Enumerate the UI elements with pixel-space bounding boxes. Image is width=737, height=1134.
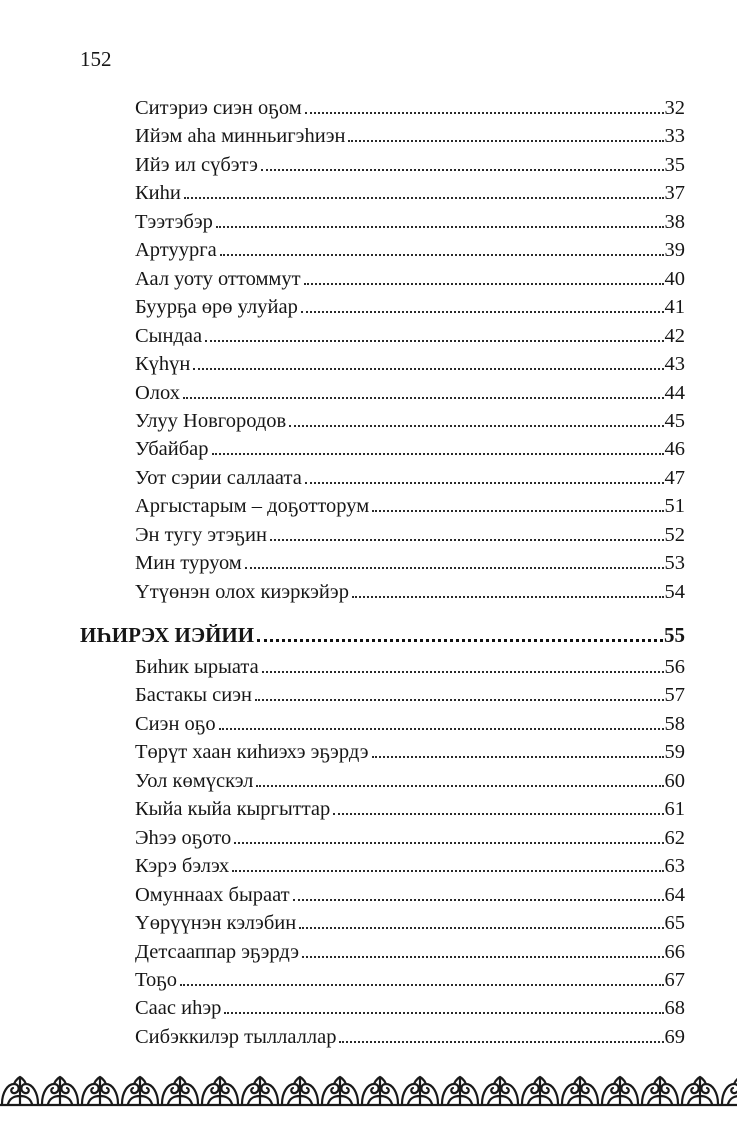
ornament-motif (520, 1077, 560, 1105)
dot-leader (305, 112, 664, 114)
toc-entry (135, 738, 685, 766)
toc-entry (135, 521, 685, 549)
toc-entry (135, 767, 685, 795)
toc-entry (135, 852, 685, 880)
toc-entry-page: 53 (664, 552, 685, 574)
ornament-motif (440, 1077, 480, 1105)
ornament-motif (400, 1077, 440, 1105)
dot-leader (333, 813, 663, 815)
decorative-border-icon (0, 1074, 737, 1108)
toc-entry-title: Сибэккилэр тыллаллар (135, 1026, 337, 1048)
toc-entry-page: 43 (664, 353, 685, 375)
toc-entry-title: Детсааппар эҕэрдэ (135, 941, 300, 963)
toc-entry-title: Үөрүүнэн кэлэбин (135, 912, 297, 934)
toc-entry-title: Тээтэбэр (135, 211, 213, 233)
toc-entry (135, 795, 685, 823)
toc-entry (135, 681, 685, 709)
ornament-motif (560, 1077, 600, 1105)
dot-leader (193, 368, 663, 370)
dot-leader (212, 453, 664, 455)
dot-leader (262, 671, 664, 673)
ornament-motif (360, 1077, 400, 1105)
toc-entry-title: Киһи (135, 182, 181, 204)
toc-entry (135, 179, 685, 207)
toc-entry-title: Ийэ ил сүбэтэ (135, 154, 258, 176)
toc-entry (135, 1023, 685, 1051)
section-heading-page: 55 (664, 623, 685, 647)
toc-entry-title: Төрүт хаан киһиэхэ эҕэрдэ (135, 741, 369, 763)
toc-entry (135, 435, 685, 463)
toc-entry-page: 65 (664, 912, 685, 934)
toc-entry (135, 549, 685, 577)
toc-entry (135, 966, 685, 994)
toc-entry-title: Күһүн (135, 353, 191, 375)
toc-entry-page: 41 (664, 296, 685, 318)
toc-entry-page: 58 (664, 713, 685, 735)
dot-leader (183, 397, 663, 399)
toc-entry-page: 59 (664, 741, 685, 763)
dot-leader (352, 596, 664, 598)
section-heading-title: ИҺИРЭХ ИЭЙИИ (80, 623, 255, 647)
dot-leader (372, 510, 663, 512)
toc-entry-page: 42 (664, 325, 685, 347)
toc-entry-page: 62 (664, 827, 685, 849)
toc-entry (135, 578, 685, 606)
toc-entry-title: Биһик ырыата (135, 656, 259, 678)
toc-entry-page: 39 (664, 239, 685, 261)
section-heading-row (80, 621, 685, 649)
ornament-motif (320, 1077, 360, 1105)
toc-entry-title: Уол көмүскэл (135, 770, 254, 792)
toc-entry-title: Сындаа (135, 325, 203, 347)
dot-leader (234, 842, 663, 844)
toc-entry-page: 67 (664, 969, 685, 991)
toc-entry-page: 40 (664, 268, 685, 290)
ornament-motif (80, 1077, 120, 1105)
ornament-motif (120, 1077, 160, 1105)
toc-entry-title: Сиэн оҕо (135, 713, 216, 735)
dot-leader (257, 639, 663, 642)
toc-entry (135, 938, 685, 966)
toc-entry-page: 32 (664, 97, 685, 119)
toc-entry-page: 57 (664, 684, 685, 706)
toc-entry (135, 464, 685, 492)
toc-entry-title: Кэрэ бэлэх (135, 855, 230, 877)
ornament-motif (280, 1077, 320, 1105)
toc-entry-title: Ситэриэ сиэн оҕом (135, 97, 302, 119)
toc-entry (135, 265, 685, 293)
toc-entry (135, 824, 685, 852)
toc-entry-page: 47 (664, 467, 685, 489)
dot-leader (339, 1041, 663, 1043)
toc-entry (135, 322, 685, 350)
toc-entry (135, 236, 685, 264)
toc-entry-page: 45 (664, 410, 685, 432)
ornament-motif (640, 1077, 680, 1105)
dot-leader (224, 1012, 663, 1014)
toc-entry-page: 35 (664, 154, 685, 176)
toc-entry-page: 60 (664, 770, 685, 792)
ornament-motif (200, 1077, 240, 1105)
dot-leader (270, 539, 664, 541)
ornament-motif (720, 1077, 737, 1105)
dot-leader (372, 756, 664, 758)
dot-leader (184, 197, 664, 199)
toc-entry-page: 56 (664, 656, 685, 678)
toc-entry-title: Убайбар (135, 438, 209, 460)
toc-entry (135, 492, 685, 520)
toc-entry-title: Омуннаах быраат (135, 884, 290, 906)
toc-entry-title: Эһээ оҕото (135, 827, 232, 849)
dot-leader (256, 785, 663, 787)
toc-entry-page: 38 (664, 211, 685, 233)
toc-entry-page: 63 (664, 855, 685, 877)
ornament-motif (480, 1077, 520, 1105)
toc-entry-page: 54 (664, 581, 685, 603)
toc-entry (135, 710, 685, 738)
dot-leader (305, 482, 664, 484)
toc-entry-page: 33 (664, 125, 685, 147)
toc-entry-page: 64 (664, 884, 685, 906)
toc-entry (135, 122, 685, 150)
dot-leader (180, 984, 663, 986)
dot-leader (255, 699, 664, 701)
dot-leader (293, 899, 664, 901)
toc-entry-page: 68 (664, 997, 685, 1019)
toc-entry-title: Эн тугу этэҕин (135, 524, 267, 546)
dot-leader (205, 340, 663, 342)
dot-leader (301, 311, 664, 313)
dot-leader (299, 927, 663, 929)
page-number: 152 (80, 47, 112, 71)
toc-entry-page: 61 (664, 798, 685, 820)
ornament-motif (160, 1077, 200, 1105)
toc-entry-title: Үтүөнэн олох киэркэйэр (135, 581, 349, 603)
toc-entry (135, 293, 685, 321)
dot-leader (232, 870, 663, 872)
toc-entry (135, 151, 685, 179)
toc-entry-title: Олох (135, 382, 181, 404)
toc-entry-page: 46 (664, 438, 685, 460)
toc-entry-title: Артуурга (135, 239, 217, 261)
ornament-motif (40, 1077, 80, 1105)
toc-entry (135, 407, 685, 435)
toc-entry-page: 37 (664, 182, 685, 204)
toc-entry-title: Мин туруом (135, 552, 242, 574)
toc-entry-page: 52 (664, 524, 685, 546)
toc-entry-title: Аал уоту оттоммут (135, 268, 301, 290)
dot-leader (220, 254, 664, 256)
toc-entry-page: 51 (664, 495, 685, 517)
toc-entry (135, 994, 685, 1022)
toc-entry-title: Тоҕо (135, 969, 178, 991)
ornament-motif (680, 1077, 720, 1105)
toc-entry-title: Улуу Новгородов (135, 410, 287, 432)
ornament-motif (0, 1077, 40, 1105)
toc-entry (135, 653, 685, 681)
dot-leader (245, 567, 664, 569)
toc-entry-title: Саас иһэр (135, 997, 222, 1019)
toc-entry-title: Буурҕа өрө улуйар (135, 296, 298, 318)
toc-entry-page: 44 (664, 382, 685, 404)
toc-entry (135, 208, 685, 236)
toc-entry (135, 94, 685, 122)
toc-entry-title: Уот сэрии саллаата (135, 467, 302, 489)
toc-entry-title: Аргыстарым – доҕотторум (135, 495, 370, 517)
toc-entry-title: Кыйа кыйа кыргыттар (135, 798, 331, 820)
dot-leader (261, 169, 664, 171)
toc-entry (135, 350, 685, 378)
ornament-motif (240, 1077, 280, 1105)
toc-entry-page: 66 (664, 941, 685, 963)
toc-entry (135, 881, 685, 909)
dot-leader (348, 140, 663, 142)
dot-leader (219, 728, 664, 730)
dot-leader (216, 226, 664, 228)
toc-entry-page: 69 (664, 1026, 685, 1048)
toc-entry-title: Бастакы сиэн (135, 684, 252, 706)
dot-leader (289, 425, 663, 427)
ornament-motif (600, 1077, 640, 1105)
dot-leader (302, 956, 663, 958)
toc-entry-title: Ийэм аһа минньигэһиэн (135, 125, 346, 147)
toc-entry (135, 909, 685, 937)
dot-leader (304, 283, 664, 285)
toc-entry (135, 379, 685, 407)
